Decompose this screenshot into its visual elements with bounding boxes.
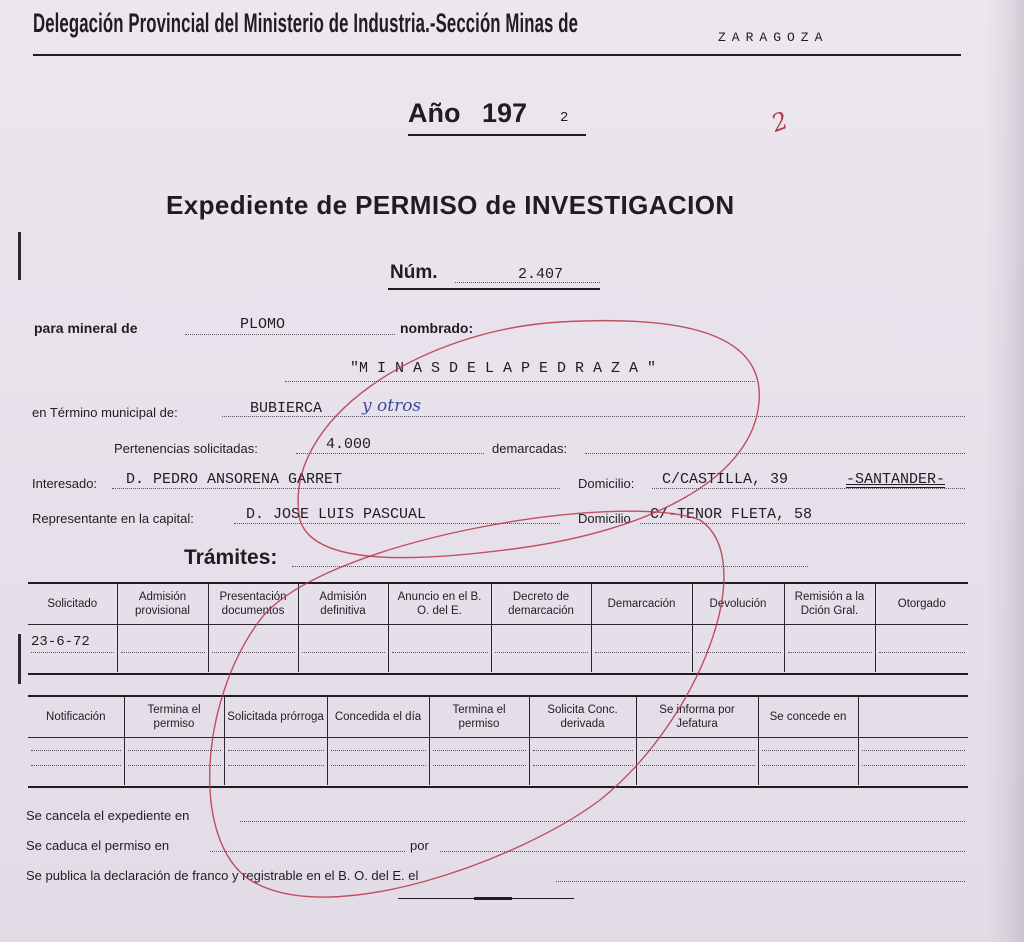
demarcated-dotted-line	[585, 453, 965, 454]
applicant-domicile-dotted-line	[652, 488, 965, 489]
table-cell	[591, 624, 692, 672]
claims-value: 4.000	[326, 436, 372, 453]
page-edge-shadow	[985, 0, 1024, 942]
procedures-title: Trámites:	[184, 546, 278, 569]
col-termina-permiso: Termina el permiso	[124, 697, 224, 737]
table-cell	[692, 624, 784, 672]
end-rule-mark	[474, 897, 512, 900]
table-cell	[636, 737, 758, 785]
claims-dotted-line	[296, 453, 484, 454]
by-dotted-line	[440, 851, 965, 852]
publish-dotted-line	[556, 881, 965, 882]
col-otorgado: Otorgado	[875, 584, 968, 624]
mineral-dotted-line	[185, 334, 395, 335]
table-cell	[529, 737, 636, 785]
year-underline	[408, 134, 586, 136]
municipality-handwritten: y otros	[362, 396, 422, 416]
table-cell	[28, 624, 117, 672]
table-cell	[875, 624, 968, 672]
demarcated-label: demarcadas:	[492, 441, 568, 456]
representative-label: Representante en la capital:	[32, 511, 194, 526]
col-decreto-demarcacion: Decreto de demarcación	[491, 584, 591, 624]
representative-dotted-line	[234, 523, 560, 524]
col-admision-provisional: Admisión provisional	[117, 584, 208, 624]
expire-dotted-line	[210, 851, 405, 852]
margin-mark	[18, 232, 21, 280]
number-underline	[388, 288, 600, 290]
col-demarcacion: Demarcación	[591, 584, 692, 624]
publish-label: Se publica la declaración de franco y registrable en el B. O. del E. el	[26, 868, 419, 883]
table-cell	[298, 624, 388, 672]
table-row	[28, 737, 968, 785]
table-cell	[858, 737, 968, 785]
number-value: 2.407	[518, 266, 564, 283]
procedures-table-1	[28, 584, 968, 672]
table-cell	[224, 737, 327, 785]
mineral-label: para mineral de	[34, 320, 138, 336]
year-label: Año	[408, 98, 461, 128]
cancel-dotted-line	[240, 821, 965, 822]
province-name: ZARAGOZA	[718, 30, 829, 45]
applicant-domicile: C/CASTILLA, 39	[662, 471, 789, 488]
table-cell	[388, 624, 491, 672]
col-blank	[858, 697, 968, 737]
expire-label: Se caduca el permiso en	[26, 838, 170, 853]
representative-domicile-dotted-line	[640, 523, 965, 524]
col-notificacion: Notificación	[28, 697, 124, 737]
applicant-value: D. PEDRO ANSORENA GARRET	[126, 471, 343, 488]
by-label: por	[410, 838, 429, 853]
municipality-label: en Término municipal de:	[32, 405, 178, 420]
document-title: Expediente de PERMISO de INVESTIGACION	[166, 190, 735, 220]
table-row	[28, 624, 968, 672]
procedures-dotted-line	[292, 566, 808, 567]
col-devolucion: Devolución	[692, 584, 784, 624]
applicant-dotted-line	[112, 488, 560, 489]
table-cell	[327, 737, 429, 785]
col-presentacion-documentos: Presentación documentos	[208, 584, 298, 624]
year-label-group	[408, 98, 527, 129]
mine-name: "M I N A S D E L A P E D R A Z A "	[350, 360, 657, 377]
applicant-label: Interesado:	[32, 476, 98, 491]
representative-domicile-label: Domicilio	[578, 511, 631, 526]
year-printed: 197	[482, 98, 528, 128]
solicitado-date: 23-6-72	[31, 633, 90, 650]
number-label: Núm.	[390, 262, 438, 283]
cancel-label: Se cancela el expediente en	[26, 808, 190, 823]
table-cell	[491, 624, 591, 672]
mineral-value: PLOMO	[240, 316, 286, 333]
office-header-text: Delegación Provincial del Ministerio de Industria.-Sección Minas de	[33, 8, 579, 38]
table-cell	[208, 624, 298, 672]
named-label: nombrado:	[400, 320, 474, 336]
col-anuncio-boe: Anuncio en el B. O. del E.	[388, 584, 491, 624]
table2-bottom-rule	[28, 786, 968, 788]
table-cell	[28, 737, 124, 785]
col-solicita-conc-derivada: Solicita Conc. derivada	[529, 697, 636, 737]
col-se-concede-en: Se concede en	[758, 697, 858, 737]
table-cell	[117, 624, 208, 672]
representative-value: D. JOSE LUIS PASCUAL	[246, 506, 427, 523]
procedures-table-2	[28, 697, 968, 785]
table-cell	[784, 624, 875, 672]
col-termina-permiso-2: Termina el permiso	[429, 697, 529, 737]
col-remision-dcion-gral: Remisión a la Dción Gral.	[784, 584, 875, 624]
table1-bottom-rule	[28, 673, 968, 675]
table-cell	[429, 737, 529, 785]
table-cell	[124, 737, 224, 785]
col-concedida-dia: Concedida el día	[327, 697, 429, 737]
margin-mark	[18, 634, 21, 684]
municipality-value: BUBIERCA	[250, 400, 323, 417]
applicant-domicile-label: Domicilio:	[578, 476, 635, 491]
col-se-informa-jefatura: Se informa por Jefatura	[636, 697, 758, 737]
header-underline	[33, 54, 961, 56]
margin-note: 2	[767, 106, 792, 138]
col-solicitada-prorroga: Solicitada prórroga	[224, 697, 327, 737]
municipality-dotted-line	[222, 416, 965, 417]
mine-name-dotted-line	[285, 381, 755, 382]
col-admision-definitiva: Admisión definitiva	[298, 584, 388, 624]
representative-domicile: C/-TENOR FLETA, 58	[650, 506, 813, 523]
year-typed-digit: 2	[560, 110, 569, 126]
claims-label: Pertenencias solicitadas:	[114, 441, 258, 456]
applicant-city: -SANTANDER-	[846, 471, 946, 488]
table-cell	[758, 737, 858, 785]
col-solicitado: Solicitado	[28, 584, 117, 624]
